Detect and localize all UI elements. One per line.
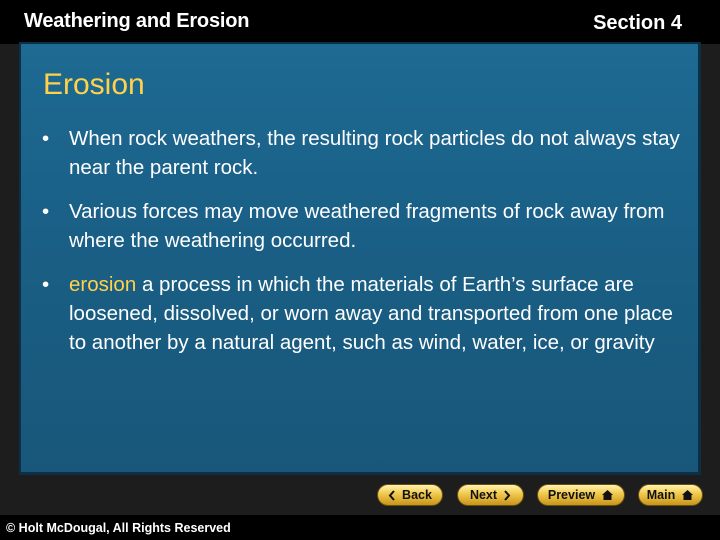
- next-label: Next: [469, 488, 498, 502]
- next-button[interactable]: [457, 484, 524, 506]
- back-button[interactable]: [377, 484, 443, 506]
- chevron-left-icon: [388, 490, 396, 501]
- section-label: Section 4: [593, 12, 682, 34]
- definition-item: [42, 270, 692, 357]
- definition-term: erosion: [69, 273, 137, 296]
- back-label: Back: [402, 488, 432, 502]
- bullet-dot: •: [42, 127, 50, 150]
- definition-text: a process in which the materials of Earth’s surface are loosened, dissolved, or worn away and transported from one place to another by a natural agent, such as wind, water, ice, or gravity: [69, 273, 673, 354]
- copyright-text: © Holt McDougal, All Rights Reserved: [6, 521, 231, 535]
- bullet-list: [42, 124, 692, 372]
- chevron-right-icon: [503, 490, 511, 501]
- chapter-title: Weathering and Erosion: [24, 10, 250, 32]
- preview-label: Preview: [547, 488, 596, 502]
- main-button[interactable]: [638, 484, 703, 506]
- bullet-text: When rock weathers, the resulting rock particles do not always stay near the parent rock.: [69, 127, 680, 179]
- bullet-item: [42, 197, 692, 255]
- main-label: Main: [646, 488, 676, 502]
- home-icon: [601, 489, 614, 501]
- home-icon: [681, 489, 694, 501]
- bullet-dot: •: [42, 200, 50, 223]
- bullet-text: Various forces may move weathered fragments of rock away from where the weathering occurred.: [69, 200, 665, 252]
- bullet-dot: •: [42, 273, 50, 296]
- preview-button[interactable]: [537, 484, 625, 506]
- slide-heading: Erosion: [43, 68, 145, 101]
- content-panel: [19, 42, 701, 475]
- bullet-item: [42, 124, 692, 182]
